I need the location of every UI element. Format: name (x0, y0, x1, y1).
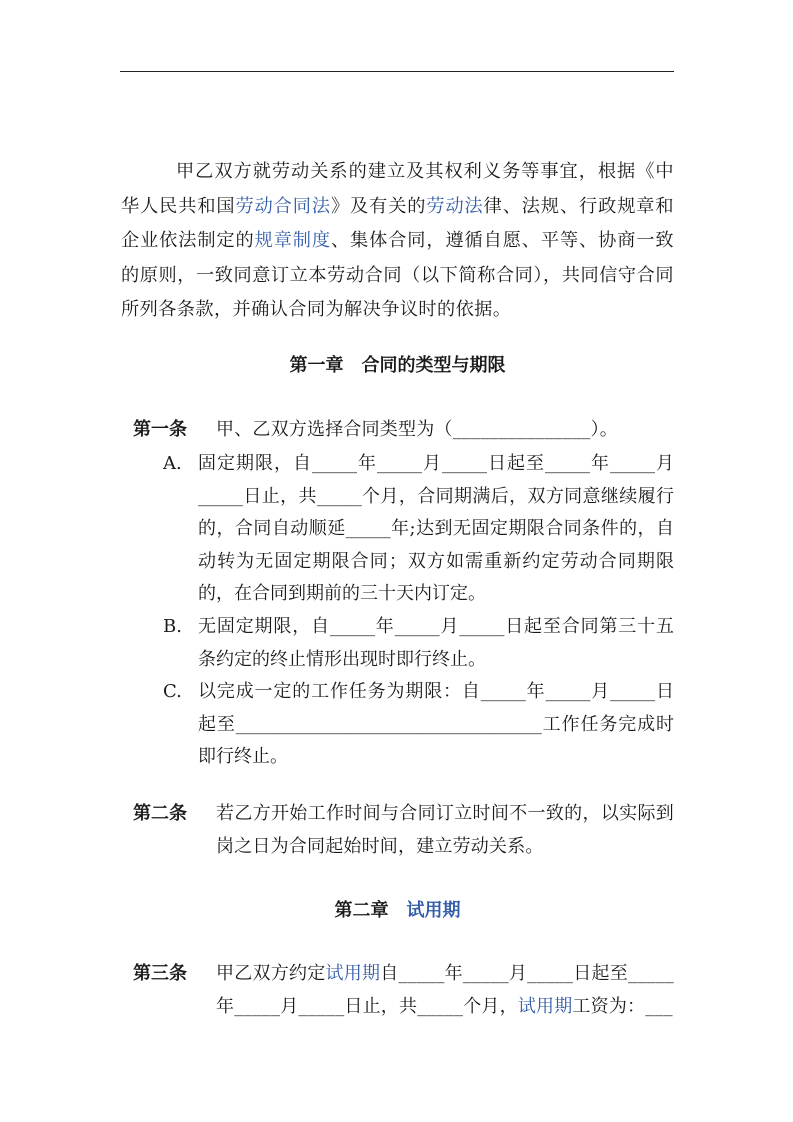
article-label: 第三条 (133, 963, 187, 984)
article-text: 若乙方开始工作时间与合同订立时间不一致的，以实际到岗之日为合同起始时间，建立劳动关系。 (216, 803, 674, 857)
chapter-title: 合同的类型与期限 (361, 355, 506, 376)
chapter-number: 第一章 (289, 355, 344, 376)
article-text-part: 自_____年_____月_____日起至_____年_____月_____日止，共_____个月， (216, 963, 674, 1017)
preamble-text: 》及有关的 (330, 195, 427, 217)
preamble-text: 律、法规、行政规章和企业依法制定的 (121, 195, 674, 252)
option-letter: B. (163, 615, 182, 637)
preamble-text: 、集体合同，遵循自愿、平等、协商一致的原则，一致同意订立本劳动合同（以下简称合同），共同信守合同所列各条款，并确认合同为解决争议时的依据。 (121, 230, 674, 321)
link-probation-title[interactable]: 试用期 (406, 900, 461, 921)
option-c (163, 676, 674, 774)
article-text (216, 958, 674, 1023)
article-text-part: 甲乙双方约定 (216, 963, 326, 984)
option-a (163, 448, 674, 611)
option-b (163, 611, 674, 676)
link-labor-contract-law[interactable]: 劳动合同法 (235, 195, 331, 217)
chapter-2-heading (121, 897, 674, 925)
article-1-options (163, 448, 674, 774)
option-letter: A. (163, 453, 182, 474)
article-text-part: 工资为：___ (572, 995, 673, 1017)
link-probation[interactable]: 试用期 (517, 995, 573, 1017)
link-rules-regulations[interactable]: 规章制度 (254, 230, 331, 252)
link-probation[interactable]: 试用期 (325, 963, 381, 984)
article-label: 第二条 (133, 803, 187, 824)
option-letter: C. (163, 681, 182, 703)
preamble-text: 甲乙双方就劳动关系的建立及其权利义务等事宜，根据《中华人民共和国 (121, 161, 674, 217)
option-text: 以完成一定的工作任务为期限：自_____年_____月_____日起至__________________________________工作任务完成时即行终止。 (198, 681, 674, 768)
option-text: 固定期限，自_____年_____月_____日起至_____年_____月_____日止，共_____个月，合同期满后，双方同意继续履行的，合同自动顺延_____年;达到无固定期限合同条件的，自动转为无固定期限合同；双方如需重新约定劳动合同期限的，在合同到期前的三十天内订定。 (198, 453, 674, 605)
link-labor-law[interactable]: 劳动法 (426, 195, 484, 217)
chapter-1-heading (121, 352, 674, 380)
article-text: 甲、乙双方选择合同类型为（_______________）。 (216, 419, 618, 440)
preamble-paragraph (121, 155, 674, 328)
article-label: 第一条 (133, 419, 187, 440)
header-rule (120, 71, 674, 72)
option-text: 无固定期限，自_____年_____月_____日起至合同第三十五条约定的终止情形出现时即行终止。 (198, 615, 674, 670)
chapter-number: 第二章 (334, 900, 389, 921)
